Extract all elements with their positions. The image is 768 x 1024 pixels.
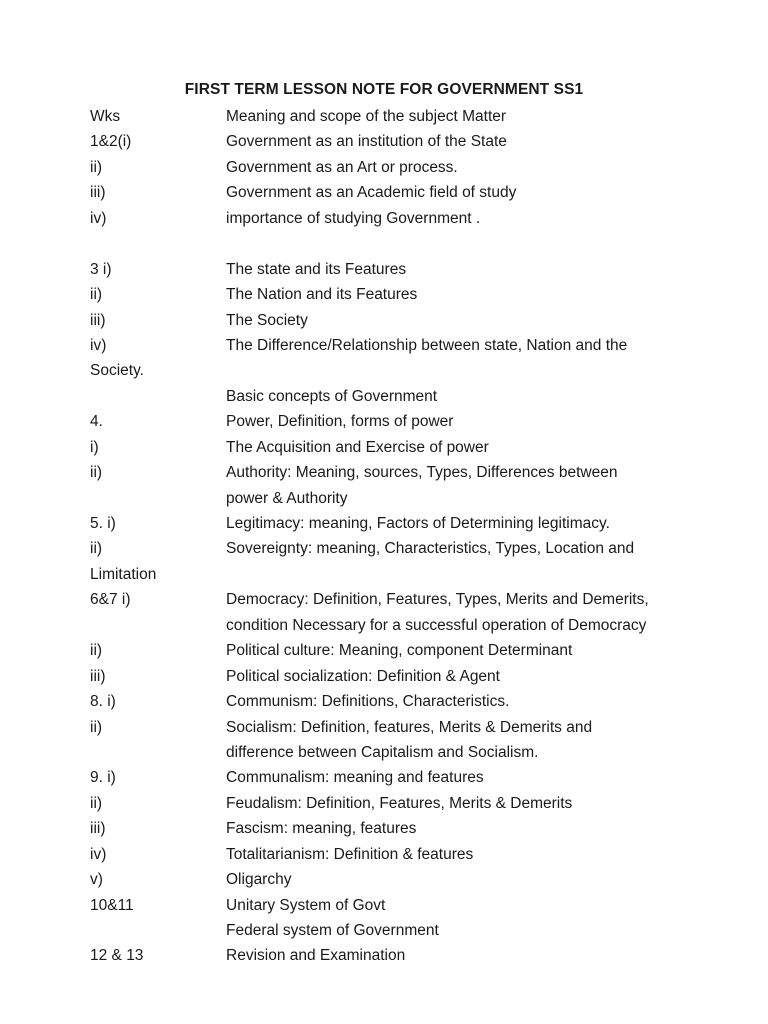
topic-text: condition Necessary for a successful operation of Democracy [226, 616, 647, 634]
lesson-row [0, 664, 768, 689]
lesson-row [0, 129, 768, 154]
lesson-row [0, 308, 768, 333]
week-label: 10&11 [90, 896, 134, 914]
topic-text: Political culture: Meaning, component Determinant [226, 642, 573, 660]
topic-text: Feudalism: Definition, Features, Merits & Demerits [226, 794, 573, 812]
week-label: ii) [90, 540, 103, 558]
week-label: iv) [90, 845, 107, 863]
lesson-row [0, 257, 768, 282]
week-label: iv) [90, 336, 107, 354]
week-label: v) [90, 871, 103, 889]
topic-text: The Nation and its Features [226, 286, 418, 304]
lesson-row [0, 282, 768, 307]
week-label: 6&7 i) [90, 591, 131, 609]
topic-text: importance of studying Government . [226, 209, 481, 227]
topic-text: Democracy: Definition, Features, Types, Merits and Demerits, [226, 591, 649, 609]
lesson-row [0, 765, 768, 790]
lesson-row [0, 180, 768, 205]
topic-text: The Difference/Relationship between state, Nation and the [226, 336, 628, 354]
lesson-row [0, 231, 768, 256]
topic-text: Oligarchy [226, 871, 292, 889]
topic-text: Revision and Examination [226, 947, 406, 965]
topic-text: power & Authority [226, 489, 348, 507]
week-label: Society. [90, 362, 144, 380]
week-label: 9. i) [90, 769, 116, 787]
week-label: Limitation [90, 565, 157, 583]
topic-text: Authority: Meaning, sources, Types, Differences between [226, 464, 618, 482]
week-label: iv) [90, 209, 107, 227]
topic-text: Sovereignty: meaning, Characteristics, Types, Location and [226, 540, 635, 558]
lesson-row [0, 689, 768, 714]
week-label: iii) [90, 184, 106, 202]
week-label: ii) [90, 286, 103, 304]
week-label: ii) [90, 464, 103, 482]
lesson-row [0, 918, 768, 943]
week-label: ii) [90, 158, 103, 176]
lesson-row [0, 486, 768, 511]
lesson-row [0, 104, 768, 129]
week-label: ii) [90, 718, 103, 736]
topic-text: Fascism: meaning, features [226, 820, 417, 838]
page-title: FIRST TERM LESSON NOTE FOR GOVERNMENT SS1 [184, 81, 584, 98]
topic-text: Government as an Academic field of study [226, 184, 517, 202]
week-label: iii) [90, 311, 106, 329]
lesson-row [0, 791, 768, 816]
lesson-row [0, 155, 768, 180]
lesson-row [0, 638, 768, 663]
lesson-row [0, 206, 768, 231]
week-label: 5. i) [90, 515, 116, 532]
topic-text: The Society [226, 311, 308, 329]
lesson-row [0, 536, 768, 561]
topic-text: The state and its Features [226, 260, 407, 278]
week-label: 12 & 13 [90, 947, 144, 965]
lesson-row [0, 867, 768, 892]
lesson-list [0, 104, 768, 969]
week-label: i) [90, 438, 99, 456]
week-label: 4. [90, 413, 103, 431]
topic-text: Federal system of Government [226, 922, 439, 939]
topic-text: Legitimacy: meaning, Factors of Determining legitimacy. [226, 515, 610, 532]
lesson-row [0, 613, 768, 638]
lesson-row [0, 842, 768, 867]
week-label: iii) [90, 820, 106, 838]
topic-text: The Acquisition and Exercise of power [226, 438, 489, 456]
lesson-row [0, 943, 768, 968]
topic-text: Meaning and scope of the subject Matter [226, 108, 507, 125]
lesson-row [0, 740, 768, 765]
lesson-row [0, 715, 768, 740]
topic-text: Government as an Art or process. [226, 158, 458, 176]
topic-text: Totalitarianism: Definition & features [226, 845, 474, 863]
topic-text: Communalism: meaning and features [226, 769, 484, 787]
topic-text: Basic concepts of Government [226, 387, 438, 405]
week-label: ii) [90, 794, 103, 812]
week-label: 1&2(i) [90, 133, 132, 151]
week-label: 8. i) [90, 693, 116, 711]
topic-text: difference between Capitalism and Socialism. [226, 743, 539, 761]
week-label: Wks [90, 108, 121, 125]
topic-text: Unitary System of Govt [226, 896, 386, 914]
lesson-row [0, 562, 768, 587]
lesson-row [0, 893, 768, 918]
topic-text: Power, Definition, forms of power [226, 413, 454, 431]
topic-text: Political socialization: Definition & Agent [226, 667, 500, 685]
lesson-row [0, 435, 768, 460]
topic-text: Communism: Definitions, Characteristics. [226, 693, 510, 711]
lesson-row [0, 587, 768, 612]
week-label: 3 i) [90, 260, 112, 278]
lesson-row [0, 384, 768, 409]
lesson-row [0, 511, 768, 536]
lesson-row [0, 460, 768, 485]
lesson-row [0, 333, 768, 358]
topic-text: Government as an institution of the State [226, 133, 507, 151]
lesson-row [0, 409, 768, 434]
lesson-row [0, 816, 768, 841]
week-label: ii) [90, 642, 103, 660]
topic-text: Socialism: Definition, features, Merits & Demerits and [226, 718, 593, 736]
week-label: iii) [90, 667, 106, 685]
lesson-row [0, 358, 768, 383]
